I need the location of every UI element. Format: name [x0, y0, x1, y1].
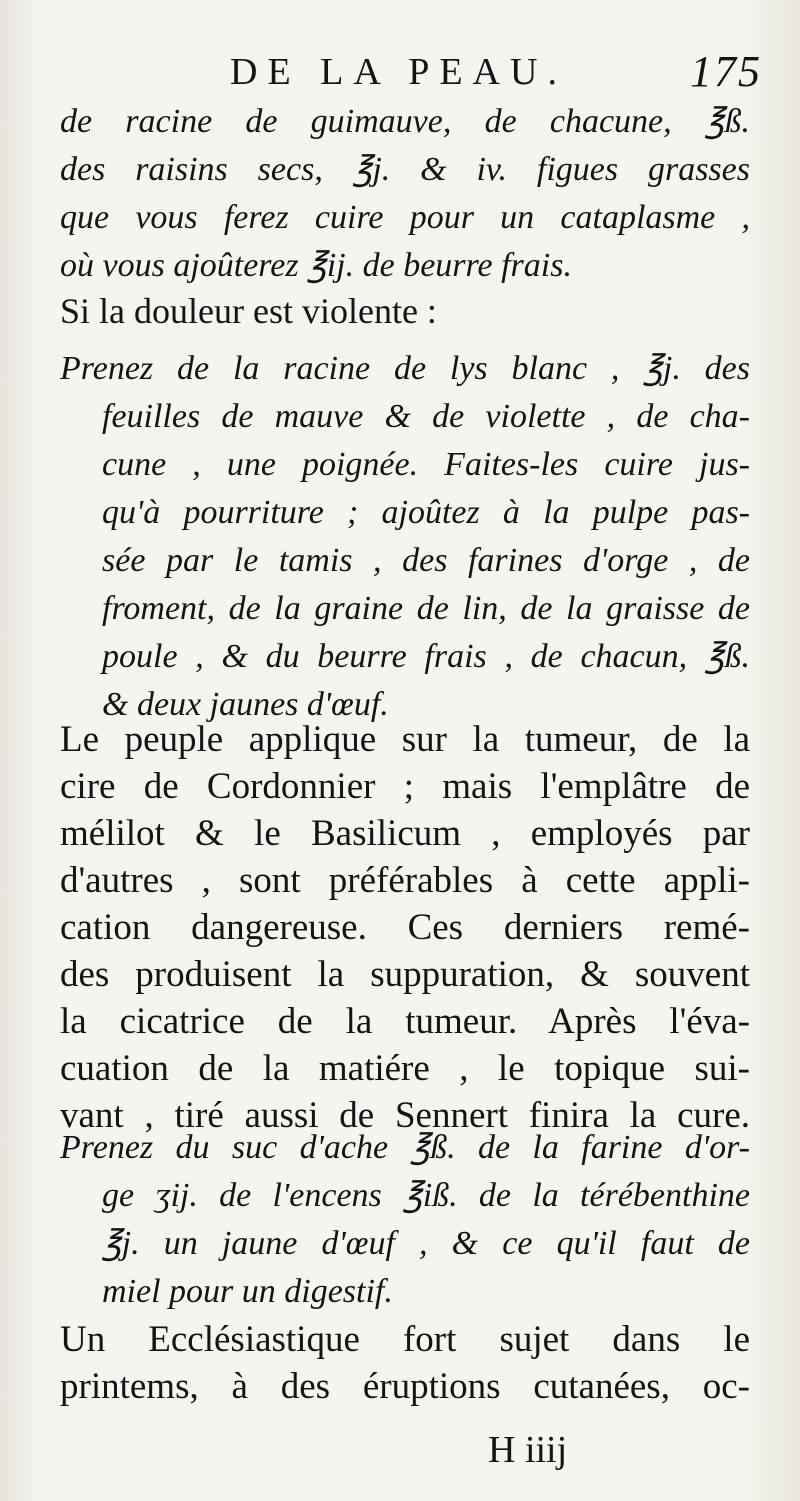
text-line: poule , & du beurre frais , de chacun, ℥ß.	[102, 638, 750, 675]
prescription-block-1	[60, 98, 750, 290]
text-line: Un Ecclésiastique fort sujet dans le	[60, 1319, 750, 1360]
text-line: cuation de la matiére , le topique sui-	[60, 1048, 750, 1089]
text-line: Prenez de la racine de lys blanc , ℥j. des	[60, 350, 750, 387]
text-line: cune , une poignée. Faites-les cuire jus-	[102, 446, 750, 483]
prescription-block-2	[60, 345, 750, 729]
text-line: que vous ferez cuire pour un cataplasme ,	[60, 199, 750, 236]
text-line: froment, de la graine de lin, de la graisse de	[102, 590, 750, 627]
text-line: la cicatrice de la tumeur. Après l'éva-	[60, 1001, 750, 1042]
text-line: Le peuple applique sur la tumeur, de la	[60, 719, 750, 760]
text-line: ℥j. un jaune d'œuf , & ce qu'il faut de	[102, 1225, 750, 1262]
text-line: d'autres , sont préférables à cette appli-	[60, 860, 750, 901]
body-paragraph-1	[60, 716, 750, 1139]
body-paragraph-2	[60, 1316, 750, 1410]
text-line: Si la douleur est violente :	[60, 291, 437, 331]
text-line: mélilot & le Basilicum , employés par	[60, 813, 750, 854]
text-line: ge ʒij. de l'encens ℥iß. de la térébenthine	[102, 1177, 750, 1214]
text-line: sée par le tamis , des farines d'orge , de	[102, 542, 750, 579]
text-line: Prenez du suc d'ache ℥ß. de la farine d'or-	[60, 1129, 750, 1166]
text-line: où vous ajoûterez ℥ij. de beurre frais.	[60, 247, 572, 284]
text-line: feuilles de mauve & de violette , de cha-	[102, 398, 750, 435]
running-title: DE LA PEAU.	[230, 51, 567, 93]
page-number: 175	[690, 47, 762, 96]
text-line: & deux jaunes d'œuf.	[102, 686, 389, 723]
page-header	[0, 46, 800, 106]
condition-heading	[60, 288, 750, 335]
signature-mark: H iiij	[488, 1429, 568, 1471]
text-line: qu'à pourriture ; ajoûtez à la pulpe pas-	[102, 494, 750, 531]
text-line: des produisent la suppuration, & souvent	[60, 954, 750, 995]
text-line: miel pour un digestif.	[102, 1273, 393, 1310]
text-line: des raisins secs, ℥j. & iv. figues grasses	[60, 151, 750, 188]
text-line: de racine de guimauve, de chacune, ℥ß.	[60, 103, 750, 140]
text-line: vant , tiré aussi de Sennert finira la cure.	[60, 1095, 750, 1136]
text-line: cire de Cordonnier ; mais l'emplâtre de	[60, 766, 750, 807]
text-line: cation dangereuse. Ces derniers remé-	[60, 907, 750, 948]
text-line: printems, à des éruptions cutanées, oc-	[60, 1366, 750, 1407]
prescription-block-3	[60, 1124, 750, 1316]
